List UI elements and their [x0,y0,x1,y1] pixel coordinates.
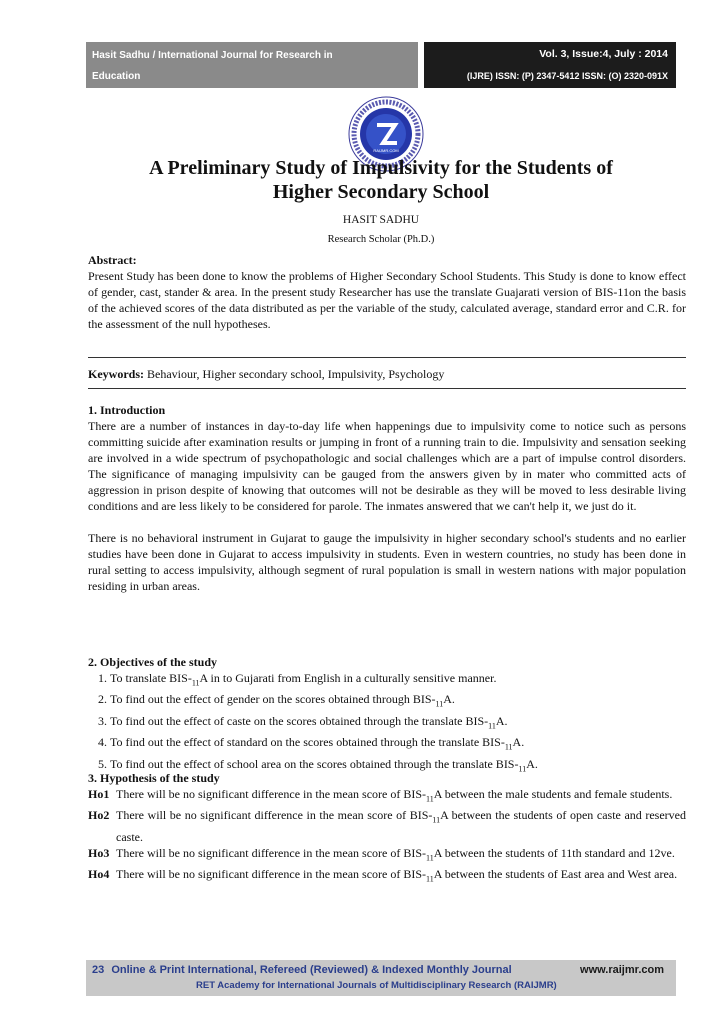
page-footer [86,960,676,996]
journal-name-line1: Hasit Sadhu / International Journal for Research in [92,50,333,61]
paper-title [86,156,676,204]
hypothesis-code: Ho3 [88,845,110,860]
objectives-section [88,654,686,777]
hypothesis-item: Ho2 There will be no significant difference in the mean score of BIS-$_{11}A$ between the students of open caste and reserved caste. [88,808,686,844]
keywords-label: Keywords: [88,367,144,381]
journal-url[interactable]: www.raijmr.com [580,964,664,976]
page-number: 23 [92,964,105,976]
objective-item: 1. To translate BIS-$_{11}A$ in to Gujarati from English in a culturally sensitive manner. [110,670,686,691]
hypothesis-item: Ho1 There will be no significant difference in the mean score of BIS-$_{11}A$ between the male students and female students. [88,786,686,807]
divider [88,388,686,389]
keywords-text: Behaviour, Higher secondary school, Impulsivity, Psychology [147,367,445,381]
hypothesis-code: Ho1 [88,787,110,801]
abstract-text: Present Study has been done to know the problems of Higher Secondary School Students. This Study is done to know effect of gender, cast, stander & area. In the present study Researcher has use the translate Guajarati version of BIS-11on the basis of the achieved scores of the data distributed as per the variable of the study, calculated average, standard error and C.R. for the assessment of the null hypotheses. [88,269,686,331]
objective-item: 4. To find out the effect of standard on the scores obtained through the translate BIS-$_{11}A$. [110,734,686,755]
objectives-list [88,670,686,777]
issn-line: (IJRE) ISSN: (P) 2347-5412 ISSN: (O) 2320-091X [466,71,668,81]
abstract-heading: Abstract: [88,253,137,267]
hypothesis-item: Ho4 There will be no significant difference in the mean score of BIS-$_{11}A$ between the students of East area and West area. [88,866,686,887]
hypothesis-section [88,770,686,888]
introduction-paragraph-2: There is no behavioral instrument in Gujarat to gauge the impulsivity in higher secondary school's students and no earlier studies have been done in Gujarat to access impulsivity in students. Even in western countries, no study has been done in rural setting to access impulsivity, although segment of rural population is small in western nations with major population residing in urban areas. [88,531,686,593]
journal-header-left [86,42,418,88]
abstract-section [88,252,686,332]
author-name: HASIT SADHU [342,214,420,226]
title-line1: A Preliminary Study of Impulsivity for the Students of [149,157,613,179]
volume-issue: Vol. 3, Issue:4, July : 2014 [539,48,668,60]
journal-header-right [424,42,676,88]
divider [88,357,686,358]
title-line2: Higher Secondary School [272,181,490,203]
hypothesis-code: Ho2 [88,808,110,823]
footer-academy: RET Academy for International Journals of Multidisciplinary Research (RAIJMR) [196,980,557,991]
objective-item: 3. To find out the effect of caste on the scores obtained through the translate BIS-$_{11}A$. [110,713,686,734]
footer-journal-description: Online & Print International, Refereed (Reviewed) & Indexed Monthly Journal [111,964,512,976]
journal-name-line2: Education [92,71,141,82]
objective-item: 2. To find out the effect of gender on the scores obtained through BIS-$_{11}A$. [110,691,686,712]
hypothesis-code: Ho4 [88,867,110,882]
svg-text:RAIJMR.COM: RAIJMR.COM [373,148,399,153]
introduction-section [88,402,686,594]
objectives-heading: 2. Objectives of the study [88,655,217,669]
introduction-paragraph-1: There are a number of instances in day-to-day life when happenings due to impulsivity come to notice such as persons committing suicide after examination results or jumping in front of a running train to die. Impulsivity and sensation seeking are involved in a wide spectrum of psychopathologic and social challenges which are a part of impulse control disorders. The significance of managing impulsivity can be gauged from the answers given by in mater who committed acts of aggression in prison despite of knowing that outcomes will not be desirable as they will be moved to less desirable living conditions and are less likely to be considered for parole. The inmates answered that we can't help it, we just do it. [88,419,686,513]
hypothesis-heading: 3. Hypothesis of the study [88,771,220,785]
objective-item: 5. To find out the effect of school area on the scores obtained through the translate BIS-$_{11}A$. [110,756,686,777]
author-role: Research Scholar (Ph.D.) [327,234,435,245]
introduction-heading: 1. Introduction [88,403,166,417]
hypothesis-item: Ho3 There will be no significant difference in the mean score of BIS-$_{11}A$ between the students of 11th standard and 12ve. [88,845,686,866]
keywords-section [88,366,686,382]
